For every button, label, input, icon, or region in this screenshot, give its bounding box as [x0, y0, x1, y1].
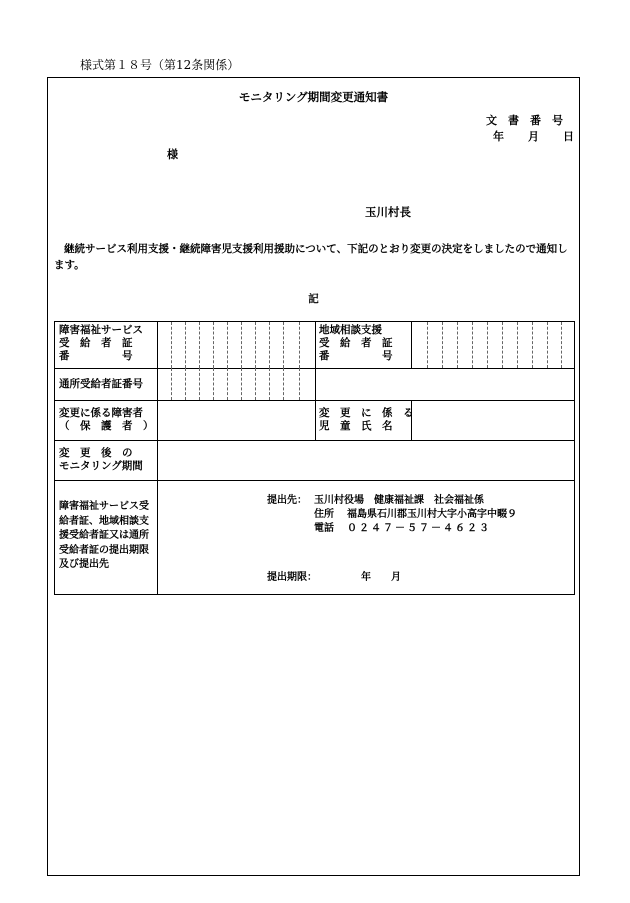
address-label: 住所	[314, 509, 334, 520]
digit-divider	[299, 322, 300, 368]
digit-divider	[185, 368, 186, 400]
digit-divider	[227, 368, 228, 400]
digit-divider	[283, 368, 284, 400]
date-day-label: 日	[563, 130, 574, 143]
destination-label: 提出先：	[267, 495, 307, 506]
document-title: モニタリング期間変更通知書	[238, 90, 389, 104]
column-divider	[315, 368, 316, 400]
digit-divider	[241, 322, 242, 368]
digit-divider	[269, 368, 270, 400]
submission-deadline-destination-label: 障害福祉サービス受給者証、地域相談支援受給者証又は通所受給者証の提出期限及び提出先	[59, 501, 149, 570]
label-line: モニタリング期間	[59, 460, 143, 472]
digit-divider	[241, 368, 242, 400]
outpatient-certificate-number-label: 通所受給者証番号	[59, 378, 143, 390]
date-year-label: 年	[493, 130, 504, 143]
form-frame	[47, 77, 580, 876]
document-number-label: 文書番号	[486, 114, 574, 127]
digit-divider	[199, 368, 200, 400]
digit-divider	[255, 322, 256, 368]
column-divider	[411, 322, 412, 368]
deadline-month-label: 月	[391, 572, 401, 583]
digit-divider	[255, 368, 256, 400]
digit-divider	[299, 368, 300, 400]
digit-divider	[171, 322, 172, 368]
label-line: 番 号	[319, 350, 393, 362]
label-line: 地域相談支援	[319, 324, 382, 336]
deadline-year-label: 年	[361, 572, 371, 583]
phone-value: ０２４７－５７－４６２３	[347, 523, 491, 534]
phone-label: 電話	[314, 523, 334, 534]
column-divider	[315, 400, 316, 440]
deadline-label: 提出期限：	[267, 572, 317, 583]
label-line: 受 給 者 証	[319, 337, 393, 349]
digit-divider	[427, 322, 428, 368]
label-line: 番 号	[59, 350, 133, 362]
digit-divider	[213, 322, 214, 368]
column-divider	[157, 322, 158, 594]
ki-heading: 記	[308, 293, 319, 305]
digit-divider	[517, 322, 518, 368]
label-line: 変更に係る障害者	[59, 407, 143, 419]
label-line: 障害福祉サービス	[59, 324, 143, 336]
digit-divider	[283, 322, 284, 368]
row-divider	[55, 480, 574, 481]
destination-value: 玉川村役場 健康福祉課 社会福祉係	[314, 495, 484, 506]
welfare-certificate-number-label	[59, 324, 153, 363]
label-line: 変 更 後 の	[59, 447, 133, 459]
address-value: 福島県石川郡玉川村大字小高字中畷９	[347, 509, 517, 520]
issue-date	[493, 128, 574, 144]
digit-divider	[442, 322, 443, 368]
digit-divider	[213, 368, 214, 400]
sender-name: 玉川村長	[365, 205, 411, 219]
child-name-label	[319, 407, 414, 433]
addressee-suffix: 様	[167, 148, 178, 161]
digit-divider	[199, 322, 200, 368]
disabled-person-guardian-label	[59, 407, 154, 433]
details-table	[54, 321, 575, 595]
row-divider	[55, 440, 574, 441]
label-line: 受 給 者 証	[59, 337, 133, 349]
digit-divider	[502, 322, 503, 368]
new-monitoring-period-label	[59, 447, 143, 473]
digit-divider	[487, 322, 488, 368]
digit-divider	[185, 322, 186, 368]
digit-divider	[457, 322, 458, 368]
label-line: （ 保 護 者 ）	[59, 420, 154, 432]
digit-divider	[472, 322, 473, 368]
date-month-label: 月	[528, 130, 539, 143]
regional-consultation-certificate-number-label	[319, 324, 409, 363]
label-line: 児 童 氏 名	[319, 420, 393, 432]
digit-divider	[171, 368, 172, 400]
label-line: 変 更 に 係 る	[319, 407, 414, 419]
column-divider	[315, 322, 316, 368]
digit-divider	[227, 322, 228, 368]
digit-divider	[561, 322, 562, 368]
digit-divider	[269, 322, 270, 368]
digit-divider	[532, 322, 533, 368]
digit-divider	[547, 322, 548, 368]
form-number: 様式第１８号（第12条関係）	[80, 58, 240, 72]
notice-body: 継続サービス利用支援・継続障害児支援利用援助について、下記のとおり変更の決定をしましたので通知します。	[54, 243, 568, 271]
